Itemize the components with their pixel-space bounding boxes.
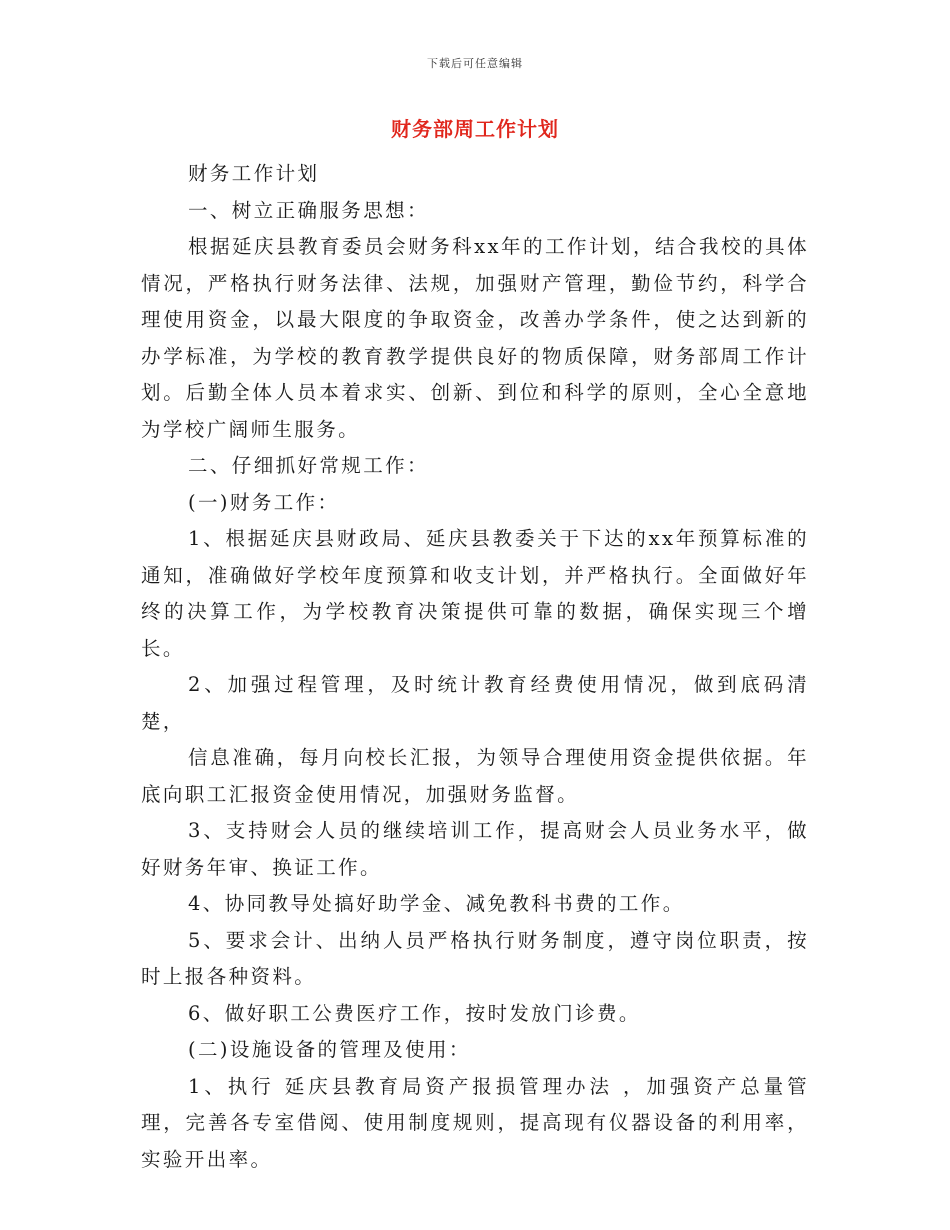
paragraph-section-1-heading: 一、树立正确服务思想： [188,198,429,222]
paragraph-section-1-body: 根据延庆县教育委员会财务科xx年的工作计划，结合我校的具体情况，严格执行财务法律、法规，加强财产管理，勤俭节约，科学合理使用资金，以最大限度的争取资金，改善办学条件，使之达到新的办学标准，为学校的教育教学提供良好的物质保障，财务部周工作计划。后勤全体人员本着求实、创新、到位和科学的原则，全心全意地为学校广阔师生服务。 [141,235,809,441]
paragraph-facilities-item-1: 1、执行 延庆县教育局资产报损管理办法 ，加强资产总量管理，完善各专室借阅、使用制度规则，提高现有仪器设备的利用率，实验开出率。 [141,1074,809,1171]
document-title: 财务部周工作计划 [391,117,559,141]
paragraph-subsection-facilities-heading: (二)设施设备的管理及使用： [188,1038,471,1061]
paragraph-section-2-heading: 二、仔细抓好常规工作： [188,454,429,477]
document-body [141,156,809,1178]
paragraph-item-3: 3、支持财会人员的继续培训工作，提高财会人员业务水平，做好财务年审、换证工作。 [141,819,809,879]
paragraph-heading-plan: 财务工作计划 [188,162,320,185]
paragraph-subsection-finance-heading: (一)财务工作： [188,490,340,514]
paragraph-item-2-continued: 信息准确，每月向校长汇报，为领导合理使用资金提供依据。年底向职工汇报资金使用情况，加强财务监督。 [141,746,809,806]
paragraph-item-2: 2、加强过程管理，及时统计教育经费使用情况，做到底码清楚， [141,673,809,733]
paragraph-item-1: 1、根据延庆县财政局、延庆县教委关于下达的xx年预算标准的通知，准确做好学校年度预算和收支计划，并严格执行。全面做好年终的决算工作，为学校教育决策提供可靠的数据，确保实现三个增长。 [141,527,809,660]
paragraph-item-4: 4、协同教导处搞好助学金、减免教科书费的工作。 [188,892,685,915]
paragraph-item-6: 6、做好职工公费医疗工作，按时发放门诊费。 [188,1001,641,1025]
page-header-note: 下载后可任意编辑 [427,57,523,70]
paragraph-item-5: 5、要求会计、出纳人员严格执行财务制度，遵守岗位职责，按时上报各种资料。 [141,928,809,988]
